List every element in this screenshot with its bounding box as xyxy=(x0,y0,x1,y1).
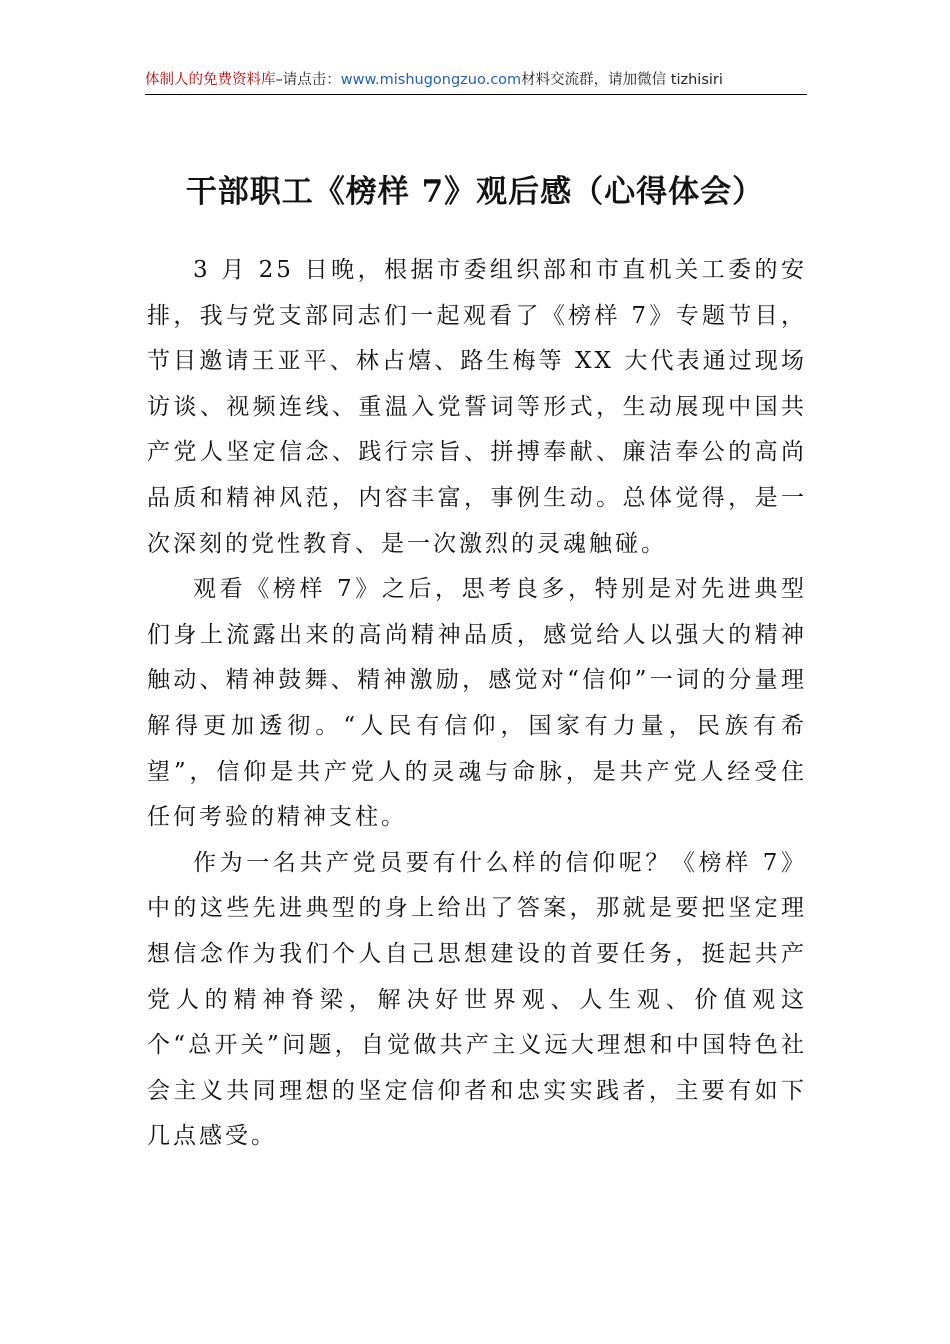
header-separator: –请点击： xyxy=(275,72,341,88)
document-body xyxy=(147,248,807,1160)
paragraph-2: 观看《榜样 7》之后，思考良多，特别是对先进典型们身上流露出来的高尚精神品质，感觉给人以强大的精神触动、精神鼓舞、精神激励，感觉对“信仰”一词的分量理解得更加透彻。“人民有信仰，国家有力量，民族有希望”，信仰是共产党人的灵魂与命脉，是共产党人经受住任何考验的精神支柱。 xyxy=(147,576,807,831)
header-brand: 体制人的免费资料库 xyxy=(145,72,276,88)
header-wechat-text: 材料交流群，请加微信 tizhisiri xyxy=(521,72,723,88)
header-divider xyxy=(145,94,807,95)
document-title: 干部职工《榜样 7》观后感（心得体会） xyxy=(185,174,765,210)
header-url-link[interactable]: www.mishugongzuo.com xyxy=(340,72,522,88)
page-header xyxy=(145,70,807,96)
paragraph-3: 作为一名共产党员要有什么样的信仰呢？《榜样 7》中的这些先进典型的身上给出了答案，那就是要把坚定理想信念作为我们个人自己思想建设的首要任务，挺起共产党人的精神脊梁，解决好世界观、人生观、价值观这个“总开关”问题，自觉做共产主义远大理想和中国特色社会主义共同理想的坚定信仰者和忠实实践者，主要有如下几点感受。 xyxy=(147,849,807,1150)
paragraph-1: 3 月 25 日晚，根据市委组织部和市直机关工委的安排，我与党支部同志们一起观看了《榜样 7》专题节目，节目邀请王亚平、林占熺、路生梅等 XX 大代表通过现场访谈、视频连线、重温入党誓词等形式，生动展现中国共产党人坚定信念、践行宗旨、拼搏奉献、廉洁奉公的高尚品质和精神风范，内容丰富，事例生动。总体觉得，是一次深刻的党性教育、是一次激烈的灵魂触碰。 xyxy=(147,257,807,557)
